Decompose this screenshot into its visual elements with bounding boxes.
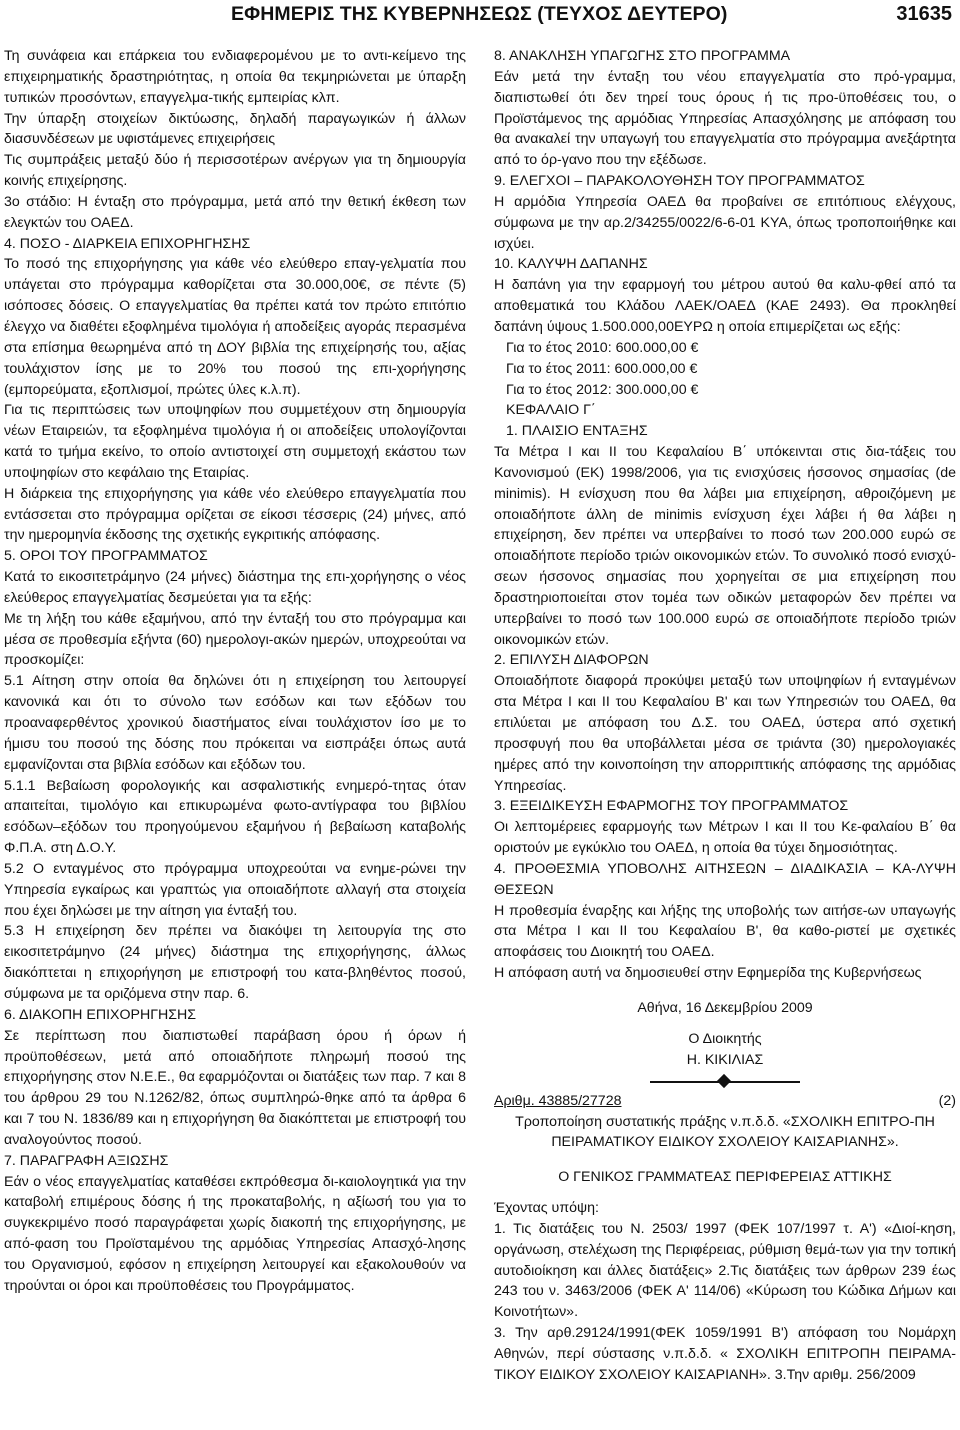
section-heading: 10. ΚΑΛΥΨΗ ΔΑΠΑΝΗΣ bbox=[494, 256, 648, 273]
decision-sequence: (2) bbox=[938, 1092, 956, 1109]
paragraph: Σε περίπτωση που διαπιστωθεί παράβαση όρου ή όρων ή προϋποθέσεων, μετά από οποιαδήποτε πληρωμή ποσού της επιχορήγησης στον Ν.Ε.Ε., θα εφαρμόζονται οι διατάξεις των παρ. 7 και 8 του άρθρου 29 του Ν.1262/82, όπως συμπληρώ-θηκε από τα άρθρα 6 και 7 του Ν. 1836/89 και η επιχορήγηση θα διακόπτεται με επιστροφή του αναλογούντος ποσού. bbox=[4, 1027, 466, 1148]
diamond-ornament-icon bbox=[717, 1073, 731, 1087]
paragraph: 5.3 Η επιχείρηση δεν πρέπει να διακόψει τη λειτουργία της στο εικοσιτετράμηνο (24 μήνες) διάστημα της επιχορήγησης, άλλως διακόπτεται η επιχορήγηση με επιστροφή του κατα-βληθέντος ποσού, σύμφωνα με τα οριζόμενα στην παρ. 6. bbox=[4, 923, 466, 1002]
paragraph: 5.1 Αίτηση στην οποία θα δηλώνει ότι η επιχείρηση του λειτουργεί κανονικά και ότι το σύνολο των εσόδων και των εξόδων του προαναφερθέντος χρονικού διαστήματος είναι τουλάχιστον ίσο με το ήμισυ του ποσού της δόσης που πρόκειται να εισπράξει όπως αυτά εμφανίζονται στα βιβλία εσόδων και εξόδων του. bbox=[4, 673, 466, 773]
section-divider bbox=[650, 1075, 800, 1089]
section-heading: 4. ΠΟΣΟ - ΔΙΑΡΚΕΙΑ ΕΠΙΧΟΡΗΓΗΣΗΣ bbox=[4, 235, 251, 252]
paragraph: Η διάρκεια της επιχορήγησης για κάθε νέο ελεύθερο επαγγελματία που εντάσσεται στο πρόγραμμα ορίζεται σε είκοσι τέσσερις (24) μήνες, από την ημερομηνία έκδοσης της σχετικής εγκριτικής απόφασης. bbox=[4, 485, 466, 544]
signature-name: Η. ΚΙΚΙΛΙΑΣ bbox=[686, 1051, 764, 1068]
paragraph: Το ποσό της επιχορήγησης για κάθε νέο ελεύθερο επαγ-γελματία που υπάγεται στο πρόγραμμα καθορίζεται στα 30.000,00€, σε πέντε (5) ισόποσες δόσεις. Ο επαγγελματίας θα πρέπει κατά τον πρώτο επιτόπιο έλεγχο να διαθέτει εξοφλημένα τιμολόγια ή αποδείξεις αγοράς περασμένα στα επίσημα θεωρημένα από τη ΔΟΥ βιβλία της επιχείρησής του, αξίας τουλάχιστον ίσης με το 20% του ποσού της επι-χορήγησης (εμπορεύματα, εξοπλισμοί, πρώτες ύλες κ.λ.π). bbox=[4, 256, 466, 398]
page-number: 31635 bbox=[896, 3, 952, 25]
page-header bbox=[0, 0, 960, 36]
paragraph: Για τις περιπτώσεις των υποψηφίων που συμμετέχουν στη δημιουργία νέων Εταιρειών, τα εξοφλημένα τιμολόγια ή οι αποδείξεις υπολογίζονται κατά το τμήμα εκείνο, το οποίο αντιστοιχεί στη συμμετοχή εκάστου των υποψηφίων στο κεφάλαιο της Εταιρίας. bbox=[4, 402, 466, 481]
paragraph: Με τη λήξη του κάθε εξαμήνου, από την ένταξή του στο πρόγραμμα και μέσα σε προθεσμία εξήντα (60) ημερολογι-ακών ημερών, υποχρεούται να προσκομίζει: bbox=[4, 610, 466, 669]
spacer bbox=[494, 1153, 956, 1167]
section-heading: 8. ΑΝΑΚΛΗΣΗ ΥΠΑΓΩΓΗΣ ΣΤΟ ΠΡΟΓΡΑΜΜΑ bbox=[494, 48, 791, 64]
spacer bbox=[494, 1019, 956, 1029]
paragraph: Η απόφαση αυτή να δημοσιευθεί στην Εφημερίδα της Κυβερνήσεως bbox=[494, 965, 922, 982]
regard-item: 1. Τις διατάξεις του Ν. 2503/ 1997 (ΦΕΚ 107/1997 τ. Α') «Διοί-κηση, οργάνωση, στελέχωση της Περιφέρειας, ρύθμιση θεμά-των για την τοπική αυτοδιοίκηση και άλλες διατάξεις» 2.Τις διατάξεις των άρθρων 239 έως 243 του ν. 3463/2006 (ΦΕΚ Α' 114/06) «Κύρωση του Κώδικα Δήμων και Κοινοτήτων». bbox=[494, 1220, 956, 1321]
right-column bbox=[494, 46, 956, 1386]
signature-role: Ο Διοικητής bbox=[688, 1030, 762, 1047]
paragraph: Η δαπάνη για την εφαρμογή του μέτρου αυτού θα καλυ-φθεί από τα αποθεματικά του Κλάδου ΛΑΕΚ/ΟΑΕΔ (ΚΑΕ 2493). Θα προκληθεί δαπάνη ύψους 1.500.000,00ΕΥΡΩ η οποία επιμερίζεται ως εξής: bbox=[494, 277, 956, 335]
paragraph: Τις συμπράξεις μεταξύ δύο ή περισσοτέρων ανέργων για τη δημιουργία κοινής επιχείρησης. bbox=[4, 152, 466, 190]
paragraph: 5.1.1 Βεβαίωση φορολογικής και ασφαλιστικής ενημερό-τητας όταν απαιτείται, τιμολόγιο και επικυρωμένα φωτο-αντίγραφα του βιβλίου εσόδων–εξόδων του προηγούμενου εξαμήνου ή βεβαίωση καταβολής Φ.Π.Α. στη Δ.Ο.Υ. bbox=[4, 777, 466, 857]
section-heading: 6. ΔΙΑΚΟΠΗ ΕΠΙΧΟΡΗΓΗΣΗΣ bbox=[4, 1006, 197, 1023]
paragraph: Κατά το εικοσιτετράμηνο (24 μήνες) διάστημα της επι-χορήγησης ο νέος ελεύθερος επαγγελματίας δεσμεύεται για τα εξής: bbox=[4, 569, 466, 606]
section-heading: 7. ΠΑΡΑΓΡΑΦΗ ΑΞΙΩΣΗΣ bbox=[4, 1152, 169, 1169]
spacer bbox=[494, 1188, 956, 1198]
paragraph: Τη συνάφεια και επάρκεια του ενδιαφερομένου με το αντι-κείμενο της επιχειρηματικής δραστηριότητας, η οποία θα τεκμηριώνεται με ύπαρξη τυπικών προσόντων, επαγγελμα-τικής εμπειρίας κλπ. bbox=[4, 48, 466, 106]
having-regard: Έχοντας υπόψη: bbox=[494, 1200, 599, 1217]
budget-line: Για το έτος 2012: 300.000,00 € bbox=[506, 381, 699, 398]
chapter-heading: ΚΕΦΑΛΑΙΟ Γ΄ bbox=[506, 402, 596, 419]
section-heading: 3. ΕΞΕΙΔΙΚΕΥΣΗ ΕΦΑΡΜΟΓΗΣ ΤΟΥ ΠΡΟΓΡΑΜΜΑΤΟΣ bbox=[494, 798, 849, 815]
regard-item: 3. Την αρθ.29124/1991(ΦΕΚ 1059/1991 Β') απόφαση του Νομάρχη Αθηνών, περί σύστασης ν.π.δ.δ. « ΣΧΟΛΙΚΗ ΕΠΙΤΡΟΠΗ ΠΕΙΡΑΜΑ-ΤΙΚΟΥ ΕΙΔΙΚΟΥ ΣΧΟΛΕΙΟΥ ΚΑΙΣΑΡΙΑΝΗ». 3.Την αριθμ. 256/2009 bbox=[494, 1325, 956, 1383]
budget-line: Για το έτος 2011: 600.000,00 € bbox=[506, 360, 698, 377]
decision-number: Αριθμ. 43885/27728 bbox=[494, 1092, 622, 1109]
gazette-title: ΕΦΗΜΕΡΙΣ ΤΗΣ ΚΥΒΕΡΝΗΣΕΩΣ (ΤΕΥΧΟΣ ΔΕΥΤΕΡΟ) bbox=[231, 3, 728, 25]
section-heading: 9. ΕΛΕΓΧΟΙ – ΠΑΡΑΚΟΛΟΥΘΗΣΗ ΤΟΥ ΠΡΟΓΡΑΜΜΑΤΟΣ bbox=[494, 173, 865, 190]
decision-number-row bbox=[494, 1091, 956, 1112]
section-heading: 4. ΠΡΟΘΕΣΜΙΑ ΥΠΟΒΟΛΗΣ ΑΙΤΗΣΕΩΝ – ΔΙΑΔΙΚΑΣΙΑ – ΚΑ-ΛΥΨΗ ΘΕΣΕΩΝ bbox=[494, 860, 956, 898]
paragraph: Οποιαδήποτε διαφορά προκύψει μεταξύ των υποψηφίων ή ενταγμένων στα Μέτρα Ι και ΙΙ του Κεφαλαίου Β' και των Υπηρεσιών του ΟΑΕΔ, θα επιλύεται με απόφαση του Δ.Σ. του ΟΑΕΔ, ύστερα από σχετική προσφυγή που θα υποβάλλεται μέσα σε τριάντα (30) ημερολογιακές ημέρες από την κοινοποίηση την απορριπτικής απόφασης της αρμόδιας Υπηρεσίας. bbox=[494, 673, 956, 794]
section-heading: 1. ΠΛΑΙΣΙΟ ΕΝΤΑΞΗΣ bbox=[506, 423, 648, 440]
issuing-authority: Ο ΓΕΝΙΚΟΣ ΓΡΑΜΜΑΤΕΑΣ ΠΕΡΙΦΕΡΕΙΑΣ ΑΤΤΙΚΗΣ bbox=[558, 1169, 892, 1186]
paragraph: Εάν ο νέος επαγγελματίας καταθέσει εκπρόθεσμα δι-καιολογητικά για την καταβολή επιμέρους δόσης ή της προκαταβολής, η αξίωσή του για το συγκεκριμένο ποσό παραγράφεται χωρίς διακοπή της επιχορήγησης, με από-φαση του Προϊσταμένου της αρμόδιας Υπηρεσίας Απασχό-λησης του Οργανισμού, εφόσον η επιχείρηση λειτουργεί και εξακολουθούν να τηρούνται οι όροι και προϋποθέσεις του Προγράμματος. bbox=[4, 1173, 466, 1294]
paragraph: 5.2 Ο ενταγμένος στο πρόγραμμα υποχρεούται να ενημε-ρώνει την Υπηρεσία εγκαίρως και γραπτώς για οποιαδήποτε αλλαγή στα στοιχεία που έχει δηλώσει με την αίτηση για ένταξή του. bbox=[4, 860, 466, 919]
decision-subject: Τροποποίηση συστατικής πράξης ν.π.δ.δ. «ΣΧΟΛΙΚΗ ΕΠΙΤΡΟ-ΠΗ ΠΕΙΡΑΜΑΤΙΚΟΥ ΕΙΔΙΚΟΥ ΣΧΟΛΕΙΟΥ ΚΑΙΣΑΡΙΑΝΗΣ». bbox=[515, 1113, 935, 1151]
paragraph: Τα Μέτρα Ι και ΙΙ του Κεφαλαίου Β΄ υπόκεινται στις δια-τάξεις του Κανονισμού (ΕΚ) 1998/2006, για τις ενισχύσεις ήσσονος σημασίας (de minimis). Η ενίσχυση που θα λάβει μια επιχείρηση, αθροιζόμενη με οποιαδήποτε άλλη de minimis ενίσχυση έχει λάβει ή θα λάβει η επιχείρηση, δεν πρέπει να υπερβαίνει το ποσό των 200.000 ευρώ σε οποιαδήποτε περίοδο τριών οικονομικών ετών. Το συνολικό ποσό ενισχύ-σεων ήσσονος σημασίας που χορηγείται σε μια επιχείρηση που δραστηριοποιείται στον τομέα των οδικών μεταφορών δεν πρέπει να υπερβαίνει το ποσό των 100.000 ευρώ σε οποιαδήποτε περίοδο τριών οικονομικών ετών. bbox=[494, 444, 956, 648]
section-heading: 5. ΟΡΟΙ ΤΟΥ ΠΡΟΓΡΑΜΜΑΤΟΣ bbox=[4, 548, 208, 565]
paragraph: 3ο στάδιο: Η ένταξη στο πρόγραμμα, μετά από την θετική έκθεση των ελεγκτών του ΟΑΕΔ. bbox=[4, 193, 466, 231]
signature-place-date: Αθήνα, 16 Δεκεμβρίου 2009 bbox=[637, 999, 813, 1016]
paragraph: Την ύπαρξη στοιχείων δικτύωσης, δηλαδή παραγωγικών ή άλλων διασυνδέσεων με υφιστάμενες επιχειρήσεις bbox=[4, 110, 466, 148]
paragraph: Οι λεπτομέρειες εφαρμογής των Μέτρων Ι και ΙΙ του Κε-φαλαίου Β΄ θα οριστούν με εγκύκλιο του ΟΑΕΔ, η οποία θα τύχει δημοσιότητας. bbox=[494, 819, 956, 857]
left-column bbox=[4, 46, 466, 1297]
section-heading: 2. ΕΠΙΛΥΣΗ ΔΙΑΦΟΡΩΝ bbox=[494, 652, 649, 669]
paragraph: Η προθεσμία έναρξης και λήξης της υποβολής των αιτήσε-ων υπαγωγής στα Μέτρα Ι και ΙΙ του Κεφαλαίου Β', θα καθο-ριστεί με σχετικές αποφάσεις του Διοικητή του ΟΑΕΔ. bbox=[494, 902, 956, 961]
budget-line: Για το έτος 2010: 600.000,00 € bbox=[506, 339, 699, 356]
paragraph: Η αρμόδια Υπηρεσία ΟΑΕΔ θα προβαίνει σε επιτόπιους ελέγχους, σύμφωνα με την αρ.2/34255/0022/6-6-01 ΚΥΑ, όπως τροποποιήθηκε και ισχύει. bbox=[494, 193, 956, 252]
spacer bbox=[494, 984, 956, 998]
paragraph: Εάν μετά την ένταξη του νέου επαγγελματία στο πρό-γραμμα, διαπιστωθεί ότι δεν τηρεί τους όρους ή τις προ-ϋποθέσεις του, ο Προϊστάμενος της αρμόδιας Υπηρεσίας Απασχόλησης με απόφαση του θα ανακαλεί την υπαγωγή του επαγγελματία στο πρόγραμμα ανεξάρτητα από το όρ-γανο που την εξέδωσε. bbox=[494, 68, 956, 169]
